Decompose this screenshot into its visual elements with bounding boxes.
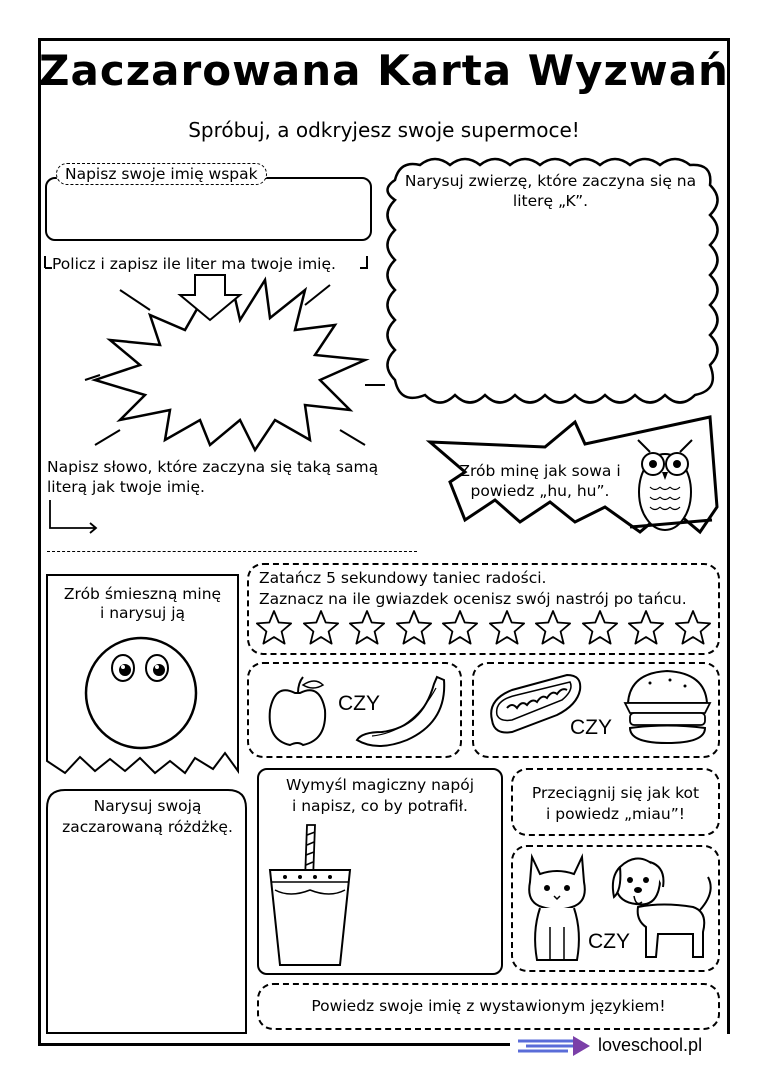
tongue-task-label: Powiedz swoje imię z wystawionym językiem! — [311, 997, 666, 1015]
section-divider — [47, 551, 417, 552]
arrow-icon — [48, 500, 108, 535]
name-backwards-box[interactable] — [45, 177, 372, 241]
funny-face-label-1: Zrób śmieszną minę — [63, 585, 222, 603]
star-icon[interactable] — [580, 608, 620, 648]
logo-icon — [518, 1036, 593, 1056]
owl-task-label: Zrób minę jak sowa i powiedz „hu, hu”. — [459, 462, 621, 500]
cat-stretch-label-1: Przeciągnij się jak kot — [531, 784, 700, 802]
star-icon[interactable] — [533, 608, 573, 648]
funny-face-label-2: i narysuj ją — [99, 604, 186, 622]
dance-label-1: Zatańcz 5 sekundowy taniec radości. — [259, 569, 547, 587]
wand-label-1: Narysuj swoją — [93, 797, 202, 815]
dance-label-2: Zaznacz na ile gwiazdek ocenisz swój nastrój po tańcu. — [259, 590, 687, 608]
page-title: Zaczarowana Karta Wyzwań — [39, 46, 729, 95]
apple-icon[interactable] — [265, 675, 335, 750]
dog-icon[interactable] — [608, 852, 718, 964]
page-subtitle: Spróbuj, a odkryjesz swoje supermoce! — [188, 118, 580, 142]
star-icon[interactable] — [301, 608, 341, 648]
same-letter-label: Napisz słowo, które zaczyna się taką samą literą jak twoje imię. — [47, 458, 379, 496]
star-icon[interactable] — [254, 608, 294, 648]
banana-icon[interactable] — [352, 672, 452, 750]
cat-stretch-label-2: i powiedz „miau”! — [546, 805, 685, 823]
star-rating — [254, 608, 719, 650]
star-icon[interactable] — [440, 608, 480, 648]
name-backwards-label: Napisz swoje imię wspak — [56, 163, 267, 185]
draw-animal-label: Narysuj zwierzę, które zaczyna się na literę „K”. — [404, 172, 697, 210]
count-letters-label: Policz i zapisz ile liter ma twoje imię. — [52, 255, 336, 273]
star-icon[interactable] — [347, 608, 387, 648]
star-icon[interactable] — [394, 608, 434, 648]
burst-answer-area[interactable] — [80, 270, 390, 455]
choice-or-label-1: CZY — [338, 692, 380, 715]
choice-or-label-2: CZY — [570, 716, 612, 739]
magic-drink-label-1: Wymyśl magiczny napój — [285, 776, 475, 794]
wand-label-2: zaczarowaną różdżkę. — [62, 818, 233, 836]
magic-drink-label-2: i napisz, co by potrafił. — [291, 797, 468, 815]
burger-icon[interactable] — [620, 668, 715, 748]
choice-or-label-3: CZY — [588, 930, 630, 953]
star-icon[interactable] — [487, 608, 527, 648]
footer-brand-text: loveschool.pl — [598, 1035, 703, 1055]
owl-icon — [630, 432, 715, 537]
drink-icon — [265, 820, 355, 970]
cat-icon[interactable] — [522, 852, 592, 964]
star-icon[interactable] — [626, 608, 666, 648]
star-icon[interactable] — [673, 608, 713, 648]
